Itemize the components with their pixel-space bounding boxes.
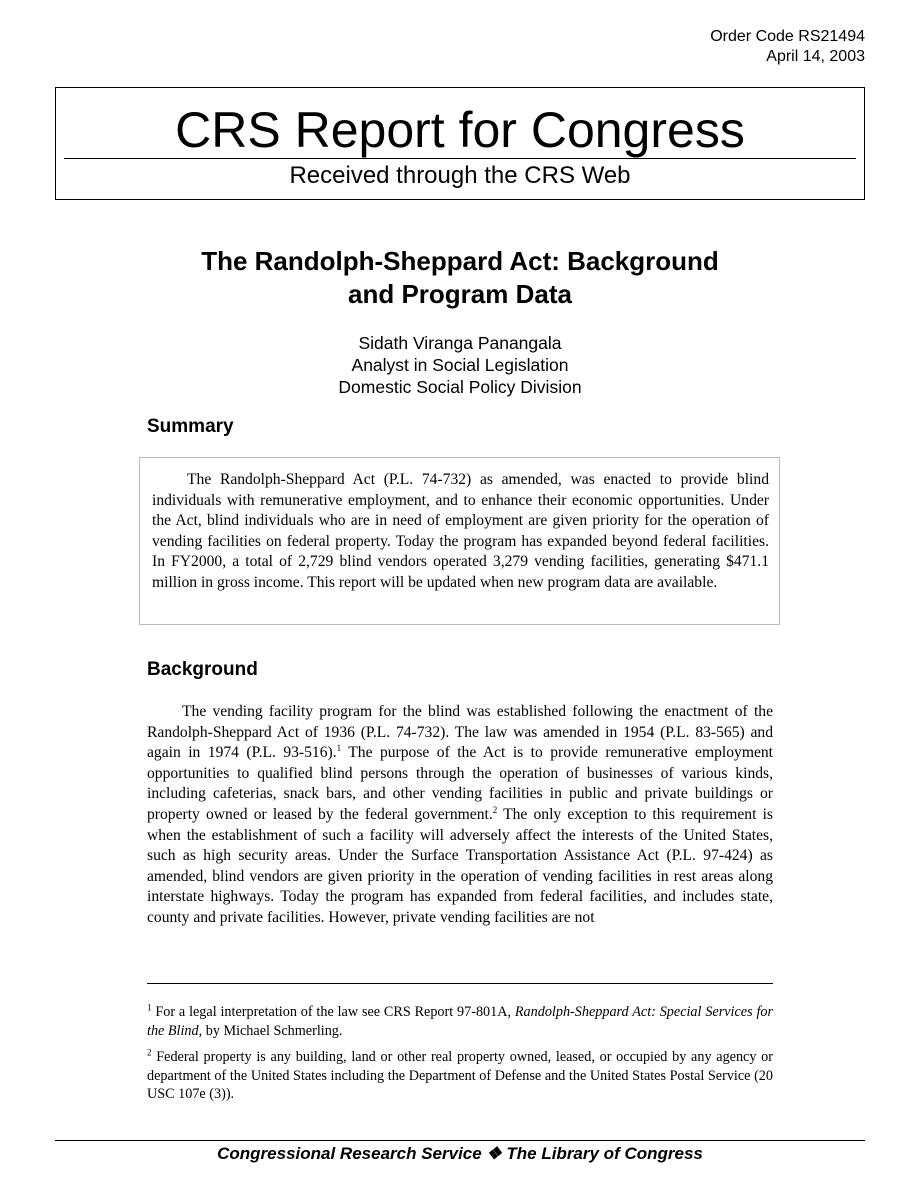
author-block xyxy=(100,332,820,398)
order-code-block xyxy=(710,27,865,67)
background-heading: Background xyxy=(147,659,258,680)
footnote-1-text: For a legal interpretation of the law see CRS Report 97-801A, xyxy=(155,1004,515,1020)
summary-box xyxy=(139,457,780,625)
footnote-2-number: 2 xyxy=(147,1047,152,1058)
footnote-2 xyxy=(147,1048,773,1104)
report-header-box xyxy=(55,87,865,200)
footnote-2-text: Federal property is any building, land or other real property owned, leased, or occupied by any agency or department of the United States including the Department of Defense and the United States Postal Service (20 USC 107e (3)). xyxy=(147,1049,774,1103)
summary-heading: Summary xyxy=(147,416,234,437)
footer-divider xyxy=(55,1140,865,1141)
order-date: April 14, 2003 xyxy=(766,48,865,65)
footnote-ref-1: 1 xyxy=(336,743,342,753)
author-name: Sidath Viranga Panangala xyxy=(358,333,562,353)
summary-text: The Randolph-Sheppard Act (P.L. 74-732) as amended, was enacted to provide blind individuals with remunerative employment, and to enhance their economic opportunities. Under the Act, blind individuals who are in need of employment are given priority for the operation of vending facilities on federal property. Today the program has expanded beyond federal facilities. In FY2000, a total of 2,729 blind vendors operated 3,279 vending facilities, generating $471.1 million in gross income. This report will be updated when new program data are available. xyxy=(152,471,769,591)
footnote-1-number: 1 xyxy=(147,1002,152,1013)
footer-text: Congressional Research Service ❖ The Library of Congress xyxy=(217,1144,703,1163)
footnotes xyxy=(147,1003,773,1112)
header-divider xyxy=(64,158,856,159)
author-position: Analyst in Social Legislation xyxy=(351,355,569,375)
document-title xyxy=(100,245,820,311)
background-paragraph xyxy=(147,702,773,929)
footnote-ref-2: 2 xyxy=(492,804,498,815)
document-title-line-2: and Program Data xyxy=(348,279,572,309)
footnote-1 xyxy=(147,1003,773,1040)
footnote-divider xyxy=(147,983,773,984)
author-division: Domestic Social Policy Division xyxy=(338,377,582,397)
report-header-title: CRS Report for Congress xyxy=(175,102,745,158)
report-header-subtitle: Received through the CRS Web xyxy=(289,162,631,189)
background-text-part-2: The purpose of the Act is to provide remunerative employment opportunities to qualified blind persons through the operation of businesses of various kinds, including cafeterias, snack bars, and other vending facilities in public and private buildings or property owned or leased by the federal government. xyxy=(147,744,773,823)
order-code: Order Code RS21494 xyxy=(710,28,865,45)
document-title-line-1: The Randolph-Sheppard Act: Background xyxy=(201,246,719,276)
footnote-1-citation: Randolph-Sheppard Act: Special Services for the Blind xyxy=(147,1004,773,1039)
background-text-part-3: The only exception to this requirement is when the establishment of such a facility will adversely affect the interests of the United States, such as high security areas. Under the Surface Transportation Assistance Act (P.L. 97-424) as amended, blind vendors are given priority in the operation of vending facilities in rest areas along interstate highways. Today the program has expanded from federal facilities, and includes state, county and private facilities. However, private vending facilities are not xyxy=(147,805,773,926)
footnote-1-author: , by Michael Schmerling. xyxy=(198,1022,343,1039)
background-text-part-1: The vending facility program for the blind was established following the enactment of the Randolph-Sheppard Act of 1936 (P.L. 74-732). The law was amended in 1954 (P.L. 83-565) and again in 1974 (P.L. 93-516). xyxy=(147,703,773,762)
